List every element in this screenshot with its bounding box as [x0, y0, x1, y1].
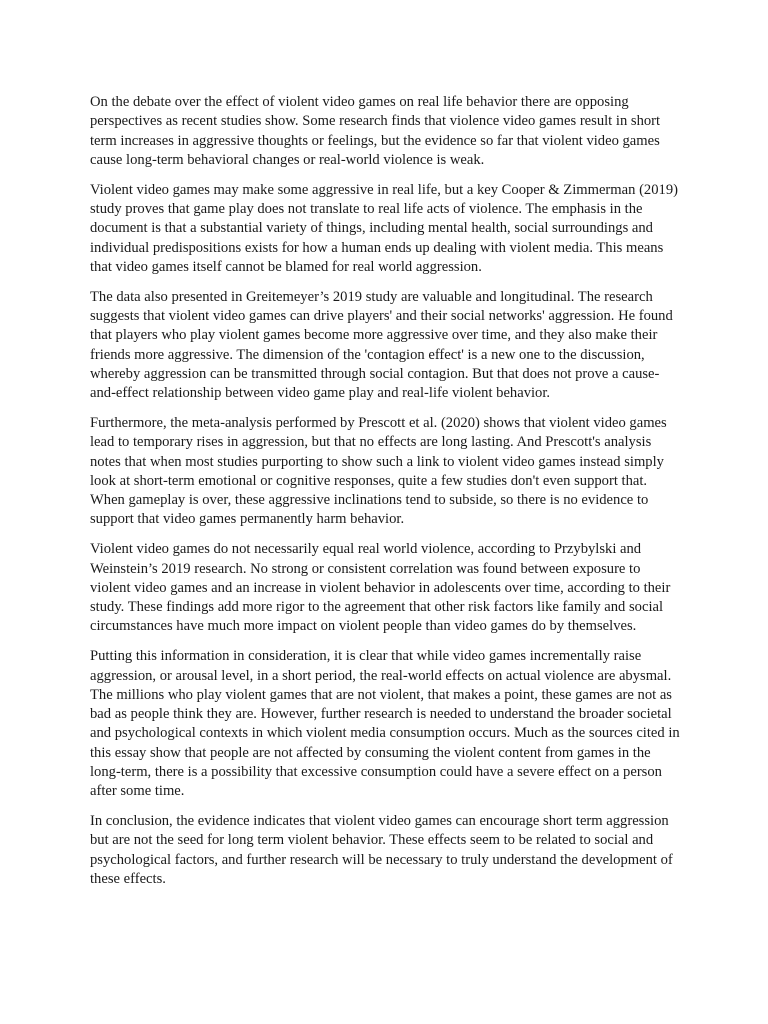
paragraph-conclusion: In conclusion, the evidence indicates that violent video games can encourage short term aggression but are not the seed for long term violent behavior. These effects seem to be related to social and psychological factors, and further research will be necessary to truly understand the development of these effects. [90, 813, 673, 887]
paragraph-przybylski-weinstein: Violent video games do not necessarily equal real world violence, according to Przybylski and Weinstein’s 2019 research. No strong or consistent correlation was found between exposure to violent video games and an increase in violent behavior in adolescents over time, according to their study. These findings add more rigor to the agreement that other risk factors like family and social circumstances have much more impact on violent people than video games do by themselves. [90, 541, 671, 635]
paragraph-intro: On the debate over the effect of violent video games on real life behavior there are opposing perspectives as recent studies show. Some research finds that violence video games result in short term increases in aggressive thoughts or feelings, but the evidence so far that violent video games cause long-term behavioral changes or real-world violence is weak. [90, 94, 661, 168]
paragraph-cooper-zimmerman: Violent video games may make some aggressive in real life, but a key Cooper & Zimmerman (2019) study proves that game play does not translate to real life acts of violence. The emphasis in the document is that a substantial variety of things, including mental health, social surroundings and individual predispositions exists for how a human ends up dealing with violent media. This means that video games itself cannot be blamed for real world aggression. [90, 181, 678, 275]
paragraph-discussion: Putting this information in consideration, it is clear that while video games incrementally raise aggression, or arousal level, in a short period, the real-world effects on actual violence are abysmal. The millions who play violent games that are not violent, that makes a point, these games are not as bad as people think they are. However, further research is needed to understand the broader societal and psychological contexts in which violent media consumption occurs. Much as the sources cited in this essay show that people are not affected by consuming the violent content from games in the long-term, there is a possibility that excessive consumption could have a severe effect on a person after some time. [90, 648, 680, 800]
paragraph-prescott: Furthermore, the meta-analysis performed by Prescott et al. (2020) shows that violent video games lead to temporary rises in aggression, but that no effects are long lasting. And Prescott's analysis notes that when most studies purporting to show such a link to violent video games instead simply look at short-term emotional or cognitive responses, quite a few studies don't even support that. When gameplay is over, these aggressive inclinations tend to subside, so there is no evidence to support that video games permanently harm behavior. [90, 414, 667, 528]
paragraph-greitemeyer: The data also presented in Greitemeyer’s 2019 study are valuable and longitudinal. The research suggests that violent video games can drive players' and their social networks' aggression. He found that players who play violent games become more aggressive over time, and they also make their friends more aggressive. The dimension of the 'contagion effect' is a new one to the discussion, whereby aggression can be transmitted through social contagion. But that does not prove a cause-and-effect relationship between video game play and real-life violent behavior. [90, 288, 673, 402]
essay-body [90, 93, 680, 900]
